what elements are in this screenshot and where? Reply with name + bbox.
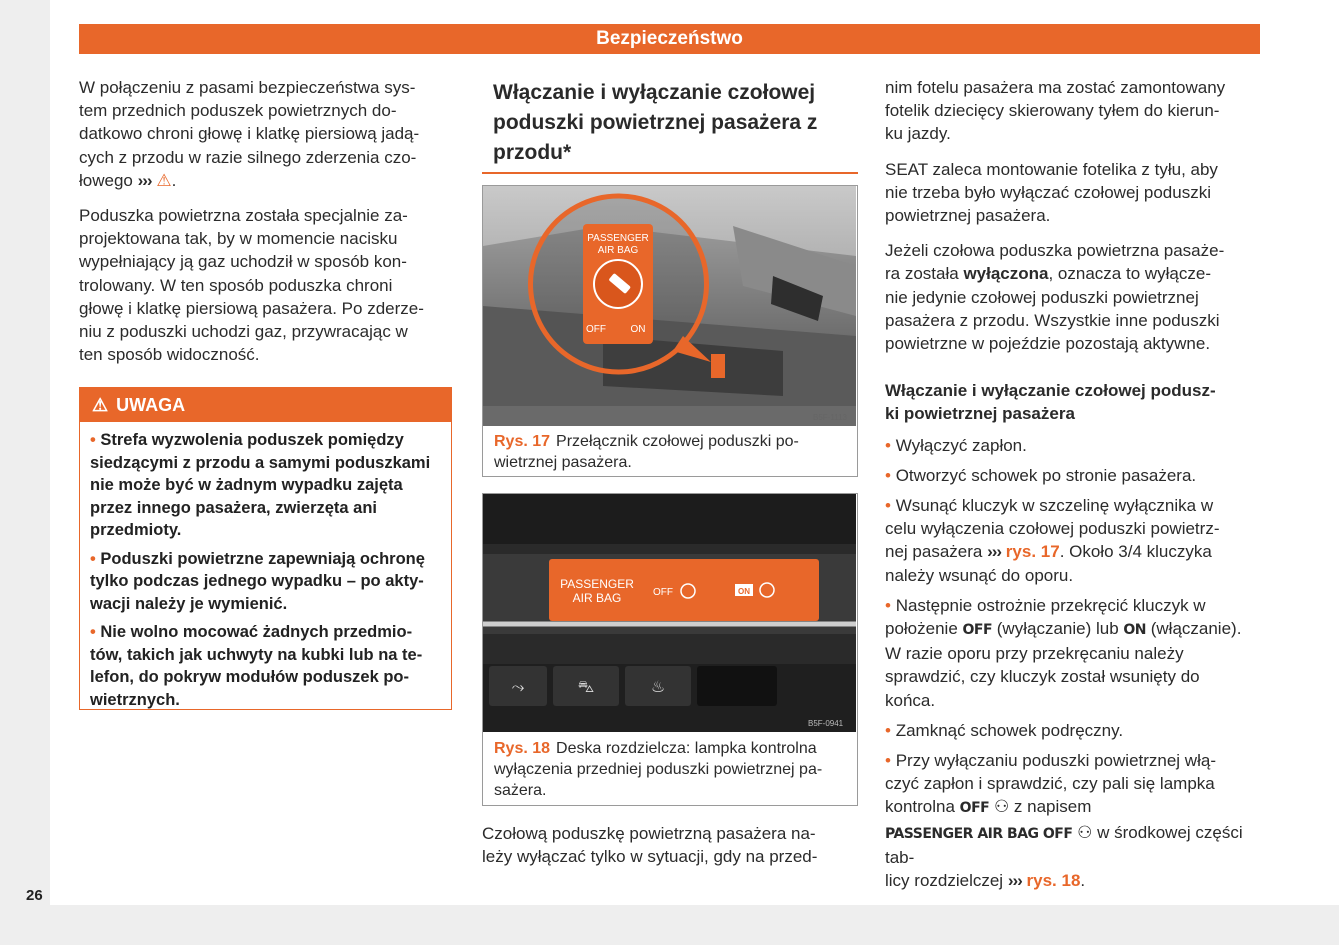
section-divider — [482, 172, 858, 174]
reference-arrows-icon: ››› — [1007, 871, 1022, 891]
procedure-title: Włączanie i wyłączanie czołowej podusz- ki powietrznej pasażera — [885, 381, 1216, 424]
passenger-airbag-icon: ⚇ — [1077, 822, 1093, 842]
page-number: 26 — [26, 887, 43, 904]
svg-text:PASSENGER: PASSENGER — [560, 577, 634, 591]
intro-paragraph: W połączeniu z pasami bezpieczeństwa sys- tem przednich poduszek powietrznych do- datkowo chroni głowę i klatkę piersiową jadą- cych z przodu w razie silnego zderzenia czo- łowego ››› ⚠. — [79, 78, 420, 190]
svg-text:AIR BAG: AIR BAG — [572, 591, 622, 605]
reference-arrows-icon: ››› — [987, 542, 1002, 562]
figure-18-link[interactable]: rys. 18 — [1026, 871, 1081, 891]
warning-triangle-icon: ⚠ — [156, 170, 172, 190]
continued-paragraph: nim fotelu pasażera ma zostać zamontowany fotelik dziecięcy skierowany tyłem do kierun- ku jazdy. — [885, 78, 1226, 144]
step-item: • Następnie ostrożnie przekręcić kluczyk w położenie OFF (wyłączanie) lub ON (włączanie). W razie oporu przy przekręcaniu należy sprawdzić, czy kluczyk został wsunięty do końca. — [885, 595, 1242, 710]
bullet-icon: • — [90, 431, 96, 449]
deactivated-info-paragraph: Jeżeli czołowa poduszka powietrzna pasaże- ra została wyłączona, oznacza to wyłącze- nie jedynie czołowej poduszki powietrznej pasażera z przodu. Wszystkie inne poduszki powietrzne w pojeździe pozostają aktywne. — [885, 241, 1225, 354]
passenger-airbag-icon: ⚇ — [993, 797, 1010, 817]
warning-item: • Nie wolno mocować żadnych przedmio- tów, takich jak uchwyty na kubki lub na te- lefon, do pokryw modułów poduszek po- wietrznych. — [90, 623, 423, 709]
dashboard-switch-illustration — [483, 186, 856, 426]
step-item: • Otworzyć schowek po stronie pasażera. — [885, 465, 1197, 485]
svg-text:OFF: OFF — [586, 324, 606, 335]
figure-18-image — [483, 494, 856, 732]
svg-text:OFF: OFF — [653, 587, 673, 598]
step-item: • Zamknąć schowek podręczny. — [885, 720, 1124, 740]
svg-text:♨: ♨ — [650, 679, 666, 696]
svg-text:AIR BAG: AIR BAG — [597, 245, 639, 256]
warning-box — [79, 387, 452, 710]
step-item: • Przy wyłączaniu poduszki powietrznej włą- czyć zapłon i sprawdzić, czy pali się lampka kontrolna OFF ⚇ z napisem PASSENGER AIR BAG OFF ⚇ w środkowej części tab- licy rozdzielczej ››› rys. 18. — [885, 751, 1243, 891]
deactivation-paragraph: Czołową poduszkę powietrzną pasażera na- leży wyłączać tylko w sytuacji, gdy na przed- — [482, 824, 818, 867]
bullet-icon: • — [90, 549, 96, 568]
figure-17-link[interactable]: rys. 17 — [1005, 542, 1060, 562]
svg-text:⛍: ⛍ — [577, 679, 595, 696]
svg-text:⤳: ⤳ — [511, 679, 525, 696]
svg-text:ON: ON — [630, 324, 646, 335]
step-item: • Wyłączyć zapłon. — [885, 435, 1027, 455]
column-right — [885, 76, 1260, 899]
console-panel-illustration — [483, 494, 856, 732]
figure-17 — [482, 185, 858, 477]
figure-18 — [482, 493, 858, 806]
figure-17-caption: Rys. 17 Przełącznik czołowej poduszki po- wietrznej pasażera. — [494, 433, 799, 471]
warning-header — [80, 388, 451, 422]
warning-item: • Strefa wyzwolenia poduszek pomiędzy siedzącymi z przodu a samymi poduszkami nie może być w żadnym wypadku zajęta przez innego pasażera, zwierzęta ani przedmioty. — [90, 431, 431, 539]
airbag-paragraph: Poduszka powietrzna została specjalnie za- projektowana tak, by w momencie nacisku wypełniający ją gaz uchodził w sposób kon- trolowany. W ten sposób poduszka chroni głowę i klatkę piersiową pasażera. Po zderze- niu z poduszki uchodzi gaz, przywracając w ten sposób widoczność. — [79, 206, 424, 365]
column-left — [79, 76, 452, 378]
image-code: B5F-0941 — [808, 719, 844, 728]
image-code: B5F-1113 — [813, 413, 847, 422]
warning-title: UWAGA — [116, 395, 186, 415]
seat-recommendation-paragraph: SEAT zaleca montowanie fotelika z tyłu, aby nie trzeba było wyłączać czołowej poduszki powietrznej pasażera. — [885, 159, 1218, 226]
figure-18-caption: Rys. 18 Deska rozdzielcza: lampka kontrolna wyłączenia przedniej poduszki powietrznej pa- sażera. — [494, 740, 823, 799]
warning-item: • Poduszki powietrzne zapewniają ochronę tylko podczas jednego wypadku – po akty- wacji należy je wymienić. — [90, 549, 425, 613]
bullet-icon: • — [90, 623, 96, 641]
step-item: • Wsunąć kluczyk w szczelinę wyłącznika w celu wyłączenia czołowej poduszki powietrz- nej pasażera ››› rys. 17. Około 3/4 kluczyka należy wsunąć do oporu. — [885, 496, 1220, 585]
svg-text:ON: ON — [738, 587, 750, 596]
svg-text:PASSENGER: PASSENGER — [587, 233, 649, 244]
warning-triangle-icon: ⚠ — [92, 395, 109, 415]
section-title: Włączanie i wyłączanie czołowej poduszki powietrznej pasażera z przodu* — [493, 81, 818, 164]
chapter-header: Bezpieczeństwo — [79, 24, 1260, 54]
warning-body — [80, 422, 451, 711]
reference-arrows-icon: ››› — [137, 170, 152, 190]
figure-17-image — [483, 186, 856, 426]
